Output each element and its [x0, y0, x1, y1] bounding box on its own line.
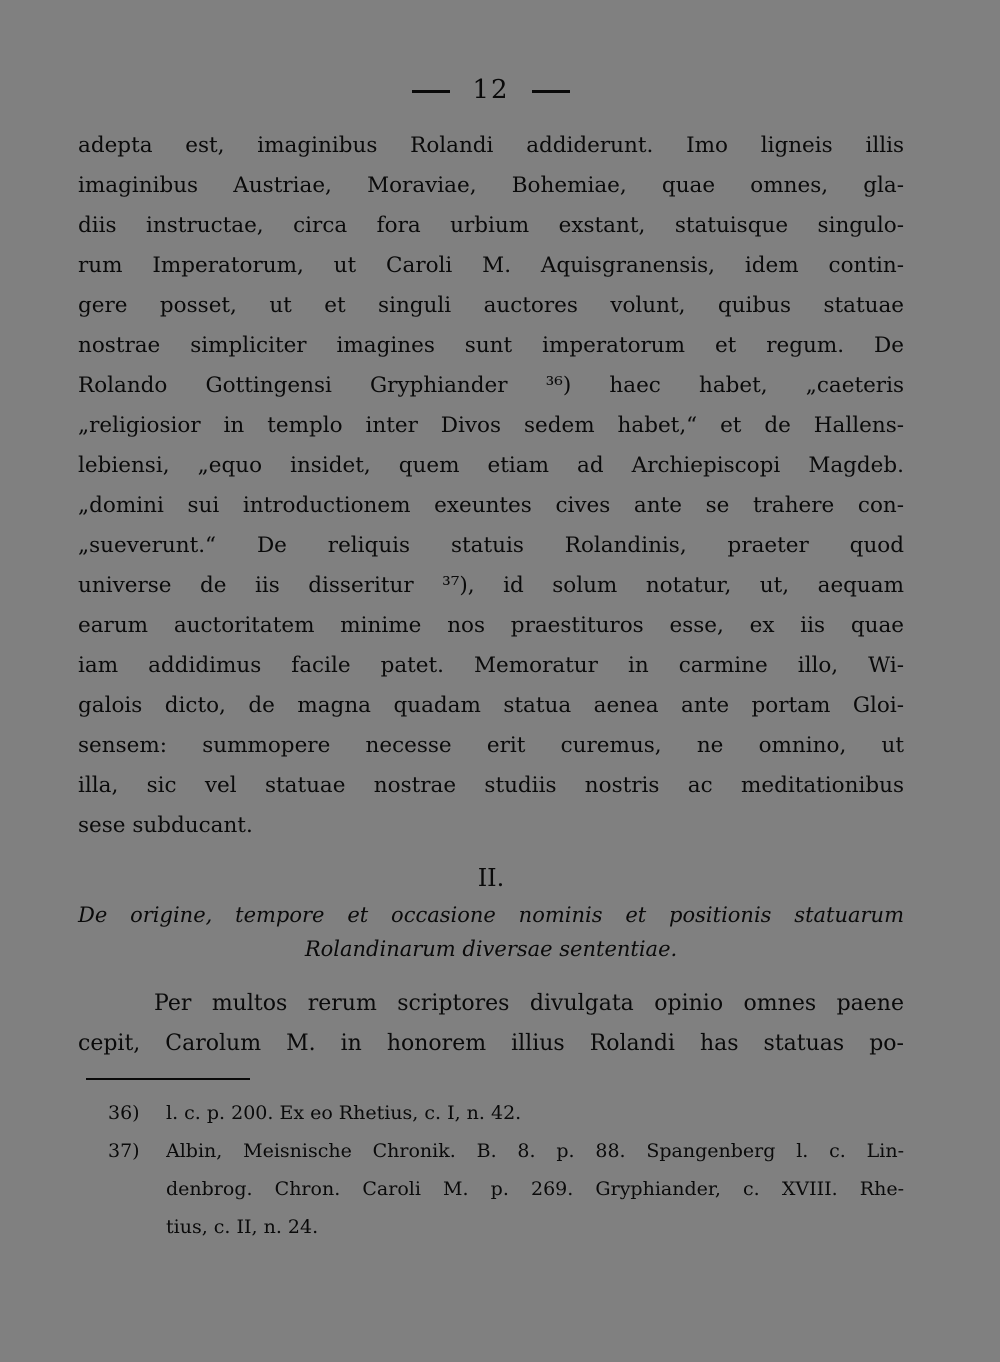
section-heading-line: Rolandinarum diversae sententiae.: [304, 937, 678, 961]
footnote-line: l. c. p. 200. Ex eo Rhetius, c. I, n. 42.: [166, 1102, 522, 1124]
footnote-number: 37): [108, 1140, 140, 1162]
text-line: galois dicto, de magna quadam statua aenea ante portam Gloi-: [78, 693, 904, 718]
text-line: sese subducant.: [78, 813, 253, 838]
text-line: „domini sui introductionem exeuntes cives ante se trahere con-: [78, 493, 904, 518]
text-line: illa, sic vel statuae nostrae studiis nostris ac meditationibus: [78, 773, 904, 798]
paragraph-2: [78, 984, 904, 1064]
header-dash-right: [532, 90, 570, 93]
text-line: imaginibus Austriae, Moraviae, Bohemiae, quae omnes, gla-: [78, 173, 904, 198]
text-line: universe de iis disseritur ³⁷), id solum notatur, ut, aequam: [78, 573, 904, 598]
section-heading: [78, 898, 904, 966]
text-line: adepta est, imaginibus Rolandi addiderunt. Imo ligneis illis: [78, 133, 904, 158]
footnote-line: Albin, Meisnische Chronik. B. 8. p. 88. Spangenberg l. c. Lin-: [166, 1140, 904, 1162]
paragraph-1: [78, 126, 904, 846]
text-line: Rolando Gottingensi Gryphiander ³⁶) haec habet, „caeteris: [78, 373, 904, 398]
text-line: cepit, Carolum M. in honorem illius Rolandi has statuas po-: [78, 1031, 904, 1056]
footnote-rule: [86, 1078, 250, 1080]
text-line: sensem: summopere necesse erit curemus, ne omnino, ut: [78, 733, 904, 758]
footnote-37: [78, 1132, 904, 1246]
section-heading-line: De origine, tempore et occasione nominis et positionis statuarum: [78, 903, 904, 927]
header-dash-left: [412, 90, 450, 93]
footnote-number: 36): [108, 1102, 140, 1124]
text-line: rum Imperatorum, ut Caroli M. Aquisgranensis, idem contin-: [78, 253, 904, 278]
text-line: lebiensi, „equo insidet, quem etiam ad Archiepiscopi Magdeb.: [78, 453, 904, 478]
footnotes: [78, 1094, 904, 1246]
text-line: gere posset, ut et singuli auctores volunt, quibus statuae: [78, 293, 904, 318]
text-line: iam addidimus facile patet. Memoratur in carmine illo, Wi-: [78, 653, 904, 678]
section-number: II.: [477, 864, 505, 892]
text-line: „sueverunt.“ De reliquis statuis Rolandinis, praeter quod: [78, 533, 904, 558]
page-number: 12: [472, 75, 510, 105]
page-header: [78, 70, 904, 110]
footnote-line: tius, c. II, n. 24.: [166, 1216, 319, 1238]
text-line: Per multos rerum scriptores divulgata opinio omnes paene: [154, 991, 904, 1016]
footnote-line: denbrog. Chron. Caroli M. p. 269. Gryphiander, c. XVIII. Rhe-: [166, 1178, 904, 1200]
text-line: nostrae simpliciter imagines sunt imperatorum et regum. De: [78, 333, 904, 358]
text-line: diis instructae, circa fora urbium exstant, statuisque singulo-: [78, 213, 904, 238]
text-line: earum auctoritatem minime nos praestituros esse, ex iis quae: [78, 613, 904, 638]
footnote-36: [78, 1094, 904, 1132]
document-page: [78, 70, 904, 1246]
text-line: „religiosior in templo inter Divos sedem habet,“ et de Hallens-: [78, 413, 904, 438]
